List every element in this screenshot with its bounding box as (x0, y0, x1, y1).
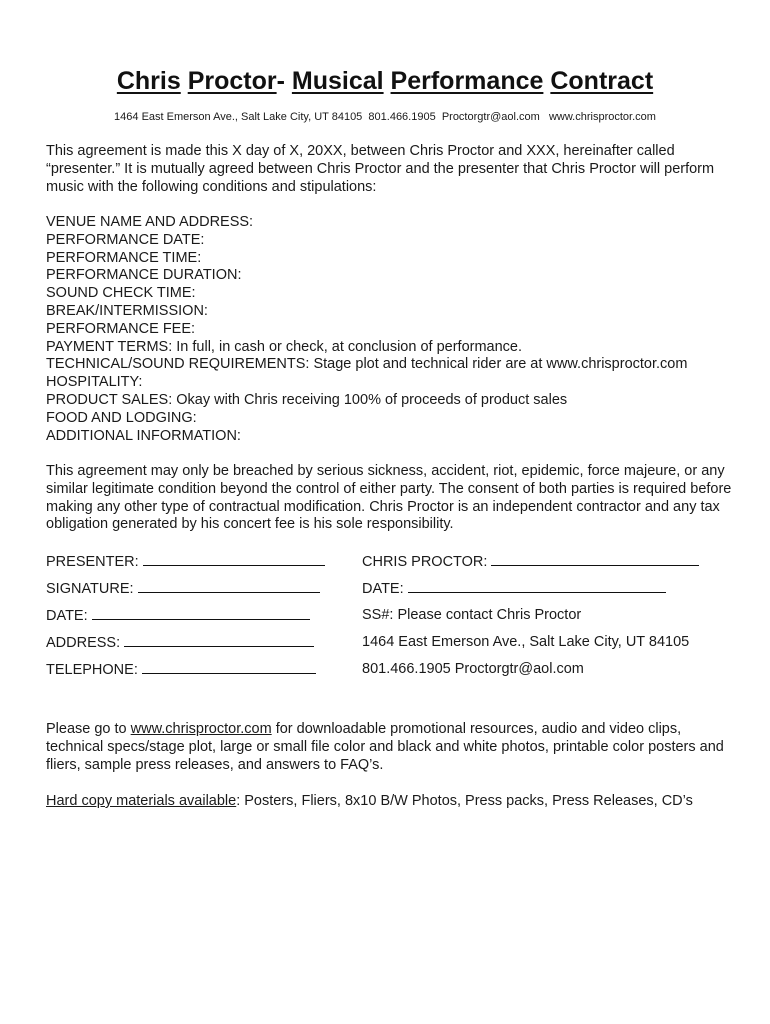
term-performance-date: PERFORMANCE DATE: (46, 231, 205, 248)
terms-list (46, 214, 736, 445)
resources-text: for downloadable promotional resources, audio and video clips, technical specs/stage plot, large or small file color and black and white photos, printable color posters and fliers, sample press releases, and answers to FAQ’s. (46, 721, 724, 773)
signature-blank[interactable] (138, 578, 320, 593)
signature-row (46, 578, 736, 598)
date-label: DATE: (362, 581, 404, 597)
date-label: DATE: (46, 608, 88, 624)
document-title (0, 64, 770, 98)
term-sound-check: SOUND CHECK TIME: (46, 285, 196, 302)
presenter-label: PRESENTER: (46, 554, 139, 570)
date-blank[interactable] (92, 605, 310, 620)
date-blank[interactable] (408, 578, 666, 593)
hard-copy-label: Hard copy materials available (46, 793, 237, 809)
title-word: Performance (390, 67, 544, 95)
intro-paragraph: This agreement is made this X day of X, 20XX, between Chris Proctor and XXX, hereinafter called “presenter.” It is mutually agreed between Chris Proctor and the presenter that Chris Proctor will perform music with the following conditions and stipulations: (46, 143, 715, 195)
website-link[interactable]: www.chrisproctor.com (130, 721, 272, 737)
signature-row (46, 632, 736, 652)
signature-label: SIGNATURE: (46, 581, 134, 597)
title-word: Chris (116, 67, 181, 95)
hard-copy-paragraph (46, 793, 736, 811)
term-performance-time: PERFORMANCE TIME: (46, 249, 202, 266)
resources-intro: Please go to (46, 721, 131, 737)
address-blank[interactable] (124, 632, 314, 647)
title-separator: - (276, 67, 292, 95)
title-word: Musical (291, 67, 384, 95)
breach-paragraph: This agreement may only be breached by serious sickness, accident, riot, epidemic, force majeure, or any similar legitimate condition beyond the control of either party. The consent of both parties is required before making any other type of contractual modification. Chris Proctor is an independent contractor and any tax obligation generated by his concert fee is his sole responsibility. (46, 463, 732, 533)
term-payment: PAYMENT TERMS: In full, in cash or check, at conclusion of performance. (46, 338, 523, 355)
telephone-blank[interactable] (142, 659, 316, 674)
address-label: ADDRESS: (46, 635, 121, 651)
term-break: BREAK/INTERMISSION: (46, 302, 208, 319)
term-technical: TECHNICAL/SOUND REQUIREMENTS: Stage plot and technical rider are at www.chrisproctor.com (46, 356, 688, 373)
term-performance-fee: PERFORMANCE FEE: (46, 320, 196, 337)
signature-row (46, 551, 736, 571)
chris-proctor-blank[interactable] (491, 551, 699, 566)
presenter-blank[interactable] (143, 551, 325, 566)
title-word: Proctor (187, 67, 277, 95)
resources-paragraph (46, 721, 736, 774)
term-product-sales: PRODUCT SALES: Okay with Chris receiving 100% of proceeds of product sales (46, 391, 568, 408)
telephone-label: TELEPHONE: (46, 662, 138, 678)
address-value: 1464 East Emerson Ave., Salt Lake City, UT 84105 (362, 634, 690, 650)
term-additional-info: ADDITIONAL INFORMATION: (46, 427, 241, 444)
chris-proctor-label: CHRIS PROCTOR: (362, 554, 488, 570)
title-word: Contract (550, 67, 654, 95)
contact-line: 1464 East Emerson Ave., Salt Lake City, UT 84105 801.466.1905 Proctorgtr@aol.com www.chrisproctor.com (114, 111, 656, 123)
ss-number-text: SS#: Please contact Chris Proctor (362, 607, 582, 623)
signature-row (46, 659, 736, 679)
term-venue: VENUE NAME AND ADDRESS: (46, 214, 254, 230)
hard-copy-text: : Posters, Fliers, 8x10 B/W Photos, Press packs, Press Releases, CD’s (236, 793, 693, 809)
term-food-lodging: FOOD AND LODGING: (46, 409, 197, 426)
term-performance-duration: PERFORMANCE DURATION: (46, 267, 242, 284)
term-hospitality: HOSPITALITY: (46, 374, 143, 391)
telephone-value: 801.466.1905 Proctorgtr@aol.com (362, 661, 584, 677)
signature-row (46, 605, 736, 625)
